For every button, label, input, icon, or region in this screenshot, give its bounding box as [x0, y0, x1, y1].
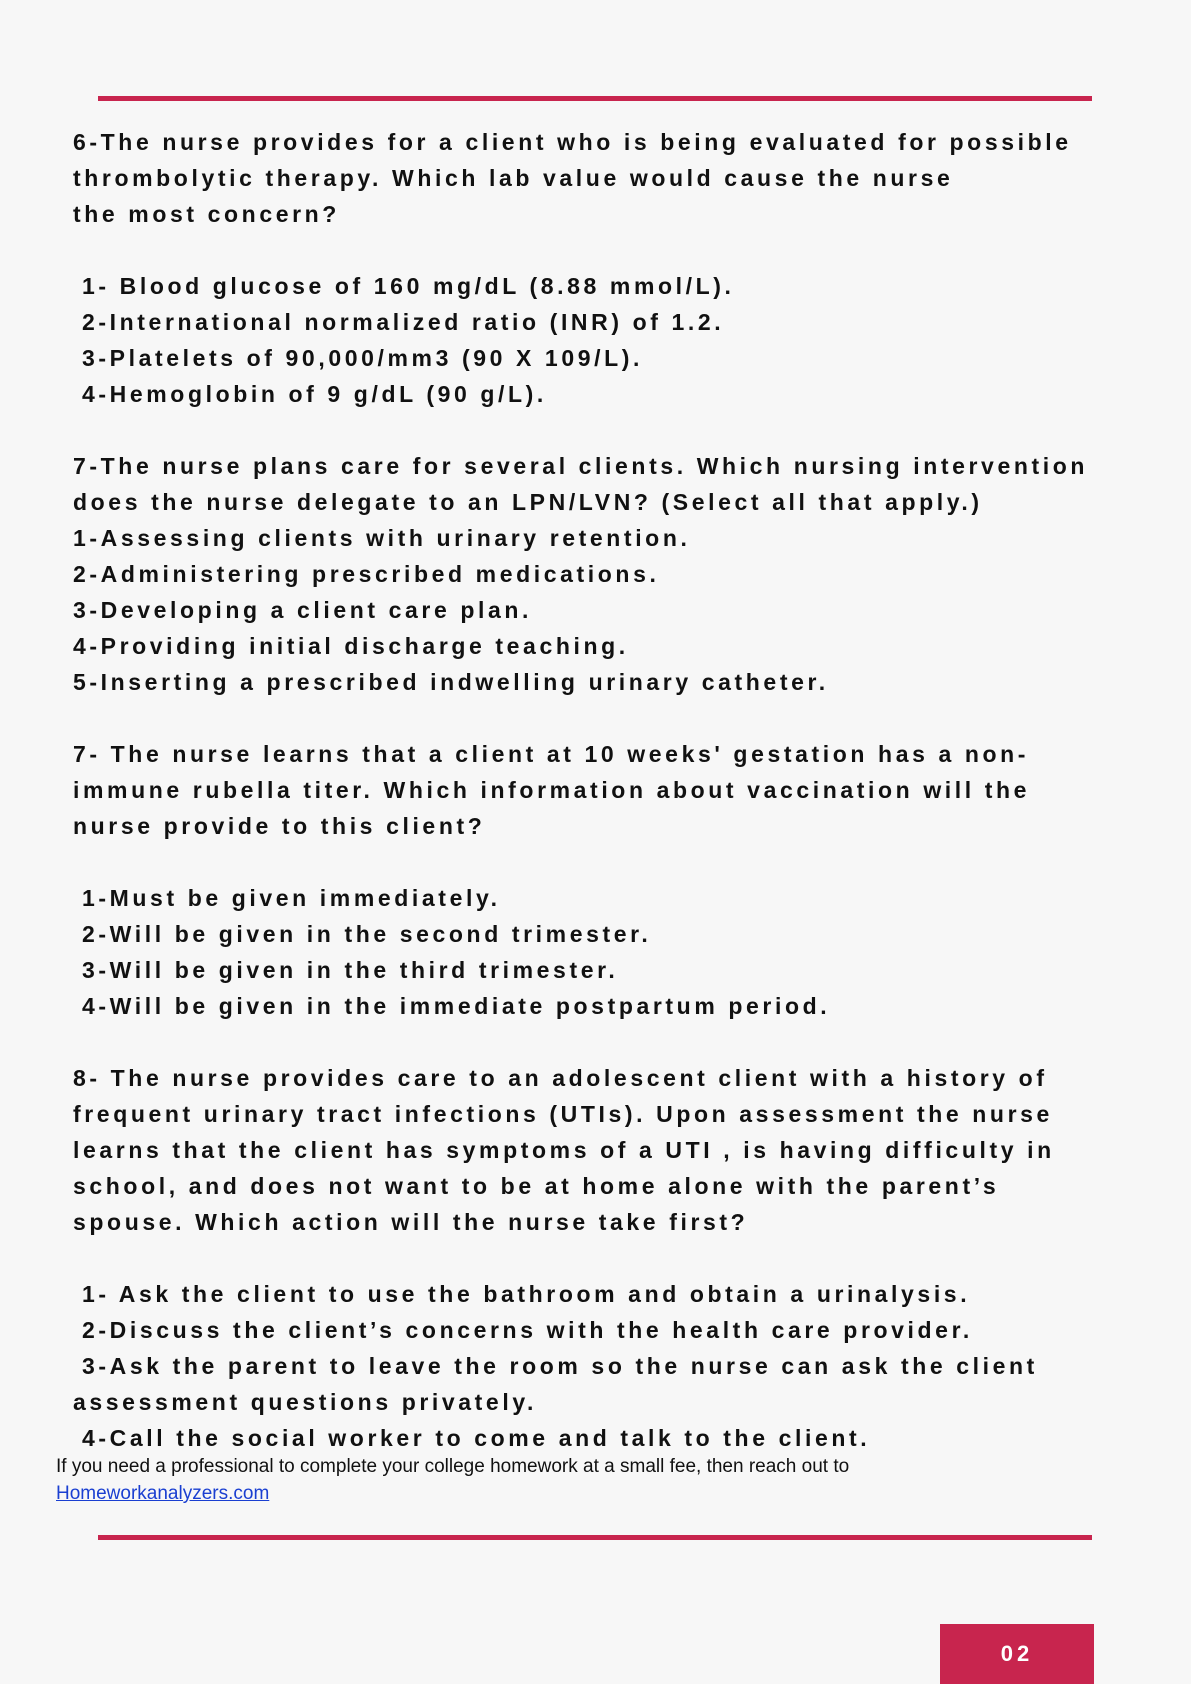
q7a-option-2: 2-Administering prescribed medications. — [73, 561, 660, 587]
q7b-option-3: 3-Will be given in the third trimester. — [82, 957, 619, 983]
question-content — [73, 124, 1113, 1456]
q7a-option-1: 1-Assessing clients with urinary retention. — [73, 525, 691, 551]
q6-option-1: 1- Blood glucose of 160 mg/dL (8.88 mmol/L). — [82, 273, 735, 299]
footer-note-text: If you need a professional to complete your college homework at a small fee, then reach out to — [56, 1456, 850, 1477]
q7a-stem-line-2: does the nurse delegate to an LPN/LVN? (Select all that apply.) — [73, 489, 983, 515]
q6-stem-line-3: the most concern? — [73, 201, 340, 227]
homework-link[interactable]: Homeworkanalyzers.com — [56, 1483, 270, 1504]
q8-option-4: 4-Call the social worker to come and talk to the client. — [82, 1425, 871, 1451]
q7a-stem-line-1: 7-The nurse plans care for several clients. Which nursing intervention — [73, 453, 1089, 479]
footer-note — [56, 1453, 849, 1507]
q8-option-1: 1- Ask the client to use the bathroom and obtain a urinalysis. — [82, 1281, 971, 1307]
q7b-stem-line-2: immune rubella titer. Which information about vaccination will the — [73, 777, 1031, 803]
q8-stem-line-5: spouse. Which action will the nurse take first? — [73, 1209, 749, 1235]
q7b-stem-line-3: nurse provide to this client? — [73, 813, 486, 839]
page-number: 02 — [1000, 1641, 1034, 1666]
q8-stem-line-3: learns that the client has symptoms of a UTI , is having difficulty in — [73, 1137, 1055, 1163]
top-divider — [98, 96, 1092, 101]
q7b-option-1: 1-Must be given immediately. — [82, 885, 501, 911]
page-number-badge — [940, 1624, 1094, 1684]
q8-option-2: 2-Discuss the client’s concerns with the health care provider. — [82, 1317, 973, 1343]
q7b-stem-line-1: 7- The nurse learns that a client at 10 weeks' gestation has a non- — [73, 741, 1030, 767]
q7a-option-5: 5-Inserting a prescribed indwelling urinary catheter. — [73, 669, 829, 695]
q8-stem-line-1: 8- The nurse provides care to an adolescent client with a history of — [73, 1065, 1048, 1091]
q8-stem-line-2: frequent urinary tract infections (UTIs). Upon assessment the nurse — [73, 1101, 1053, 1127]
q8-option-3-continued: assessment questions privately. — [73, 1389, 537, 1415]
q6-stem-line-1: 6-The nurse provides for a client who is being evaluated for possible — [73, 129, 1072, 155]
q7a-option-3: 3-Developing a client care plan. — [73, 597, 533, 623]
q6-stem-line-2: thrombolytic therapy. Which lab value would cause the nurse — [73, 165, 954, 191]
q6-option-3: 3-Platelets of 90,000/mm3 (90 X 109/L). — [82, 345, 643, 371]
q6-option-4: 4-Hemoglobin of 9 g/dL (90 g/L). — [82, 381, 547, 407]
q7a-option-4: 4-Providing initial discharge teaching. — [73, 633, 629, 659]
q7b-option-4: 4-Will be given in the immediate postpartum period. — [82, 993, 831, 1019]
q7b-option-2: 2-Will be given in the second trimester. — [82, 921, 652, 947]
bottom-divider — [98, 1535, 1092, 1540]
q8-option-3: 3-Ask the parent to leave the room so the nurse can ask the client — [82, 1353, 1038, 1379]
q8-stem-line-4: school, and does not want to be at home alone with the parent’s — [73, 1173, 1000, 1199]
q6-option-2: 2-International normalized ratio (INR) of 1.2. — [82, 309, 725, 335]
